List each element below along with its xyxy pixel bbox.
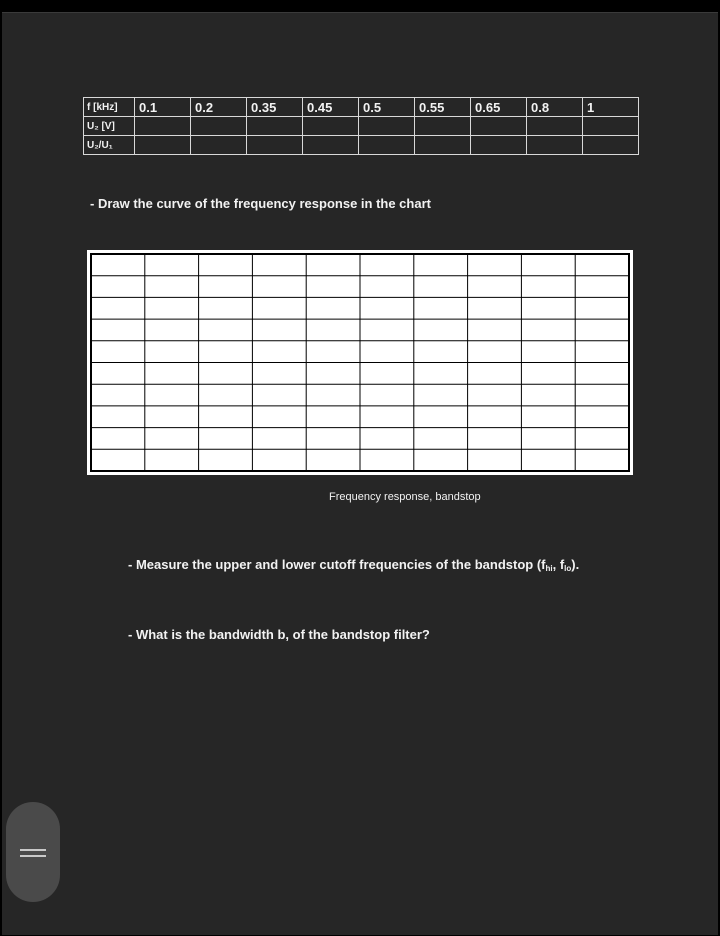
instruction-measure-cutoff (128, 557, 579, 573)
row-header: U₂/U₁ (84, 136, 135, 155)
measure-cutoff-suffix: ). (571, 557, 580, 572)
instruction-bandwidth: - What is the bandwidth b, of the bandstop filter? (128, 627, 430, 642)
table-cell: 0.1 (135, 98, 191, 117)
frequency-response-grid[interactable] (87, 250, 633, 475)
table-cell[interactable] (527, 136, 583, 155)
table-cell[interactable] (583, 136, 639, 155)
subscript-hi: hi (545, 564, 553, 573)
table-cell: 0.55 (415, 98, 471, 117)
table-cell[interactable] (191, 117, 247, 136)
table-cell: 0.35 (247, 98, 303, 117)
table-cell: 0.8 (527, 98, 583, 117)
table-row (84, 98, 639, 117)
table-cell: 0.45 (303, 98, 359, 117)
table-cell[interactable] (471, 117, 527, 136)
table-row (84, 136, 639, 155)
grip-line-icon (20, 849, 46, 851)
measure-cutoff-prefix: - Measure the upper and lower cutoff frequencies of the bandstop (f (128, 557, 546, 572)
table-cell: 0.65 (471, 98, 527, 117)
table-cell: 0.5 (359, 98, 415, 117)
table-cell: 1 (583, 98, 639, 117)
grid-svg (87, 250, 633, 475)
table-cell[interactable] (303, 136, 359, 155)
row-header: f [kHz] (84, 98, 135, 117)
table-cell[interactable] (583, 117, 639, 136)
table-cell[interactable] (415, 136, 471, 155)
table-cell[interactable] (527, 117, 583, 136)
table-cell[interactable] (247, 136, 303, 155)
table-cell[interactable] (415, 117, 471, 136)
table-cell[interactable] (359, 136, 415, 155)
table-cell[interactable] (135, 136, 191, 155)
subscript-lo: lo (564, 564, 572, 573)
scroll-handle[interactable] (6, 802, 60, 902)
measurement-table (83, 97, 639, 155)
table-cell[interactable] (359, 117, 415, 136)
worksheet-page (2, 12, 718, 935)
table-cell: 0.2 (191, 98, 247, 117)
table-cell[interactable] (135, 117, 191, 136)
instruction-draw-curve: - Draw the curve of the frequency response in the chart (90, 196, 431, 211)
row-header: U₂ [V] (84, 117, 135, 136)
table-cell[interactable] (247, 117, 303, 136)
measure-cutoff-sep: , f (552, 557, 565, 572)
table-cell[interactable] (303, 117, 359, 136)
table-cell[interactable] (191, 136, 247, 155)
table-row (84, 117, 639, 136)
chart-caption: Frequency response, bandstop (329, 491, 481, 503)
grip-line-icon (20, 855, 46, 857)
table-cell[interactable] (471, 136, 527, 155)
